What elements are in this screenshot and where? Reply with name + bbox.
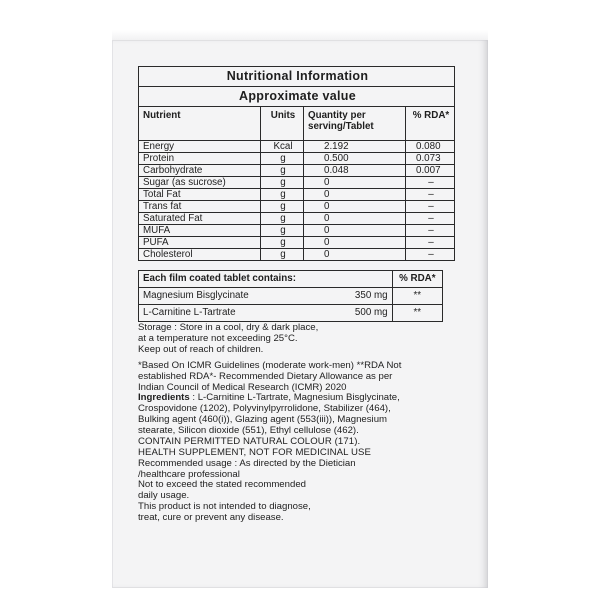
nutrient-rda: – [406,225,455,237]
tablet-header-row [139,271,443,288]
footnote-line: established RDA*- Recommended Dietary Allowance as per [138,371,393,382]
dosage-line: daily usage. [138,490,190,501]
ingredient-rda: ** [392,288,442,305]
nutrient-rda: – [406,249,455,261]
dosage-warning [138,479,468,501]
ingredients-text [138,392,468,436]
nutrient-units: g [261,177,304,189]
nutrient-rda: 0.080 [406,141,455,153]
nutrient-rda: – [406,213,455,225]
dosage-line: Not to exceed the stated recommended [138,479,306,490]
nutrient-units: Kcal [261,141,304,153]
nutrient-rda: 0.007 [406,165,455,177]
nutrient-rda: 0.073 [406,153,455,165]
nutrition-subtitle: Approximate value [139,87,455,107]
nutrient-quantity: 0.048 [304,165,406,177]
table-row [139,288,443,305]
storage-line: Keep out of reach of children. [138,344,264,355]
nutrient-units: g [261,153,304,165]
ingredients-line: Crospovidone (1202), Polyvinylpyrrolidone, Stabilizer (464), [138,403,391,414]
table-row [139,249,455,261]
usage-line: Recommended usage : As directed by the Dietician [138,458,356,469]
tablet-header: Each film coated tablet contains: [139,271,393,288]
table-row [139,177,455,189]
disclaimer-line: treat, cure or prevent any disease. [138,512,284,523]
footnote-text [138,360,468,393]
storage-line: at a temperature not exceeding 25°C. [138,333,298,344]
table-row [139,201,455,213]
ingredient-amount: 500 mg [325,305,392,322]
nutrient-rda: – [406,237,455,249]
ingredients-line: Bulking agent (460(i)), Glazing agent (553(iii)), Magnesium [138,414,388,425]
header-nutrient: Nutrient [139,107,261,141]
ingredient-amount: 350 mg [325,288,392,305]
nutrient-quantity: 0.500 [304,153,406,165]
table-row [139,237,455,249]
table-row [139,189,455,201]
usage-text [138,458,468,480]
nutrient-name: MUFA [139,225,261,237]
usage-line: /healthcare professional [138,469,240,480]
nutrition-title: Nutritional Information [139,67,455,87]
ingredient-name: Magnesium Bisglycinate [139,288,325,305]
nutrient-name: Saturated Fat [139,213,261,225]
nutrient-name: PUFA [139,237,261,249]
nutrient-quantity: 0 [304,201,406,213]
nutrient-units: g [261,189,304,201]
nutrient-units: g [261,237,304,249]
nutrient-units: g [261,165,304,177]
disclaimer-line: This product is not intended to diagnose, [138,501,311,512]
footnote-line: Indian Council of Medical Research (ICMR) 2020 [138,382,347,393]
table-row [139,153,455,165]
header-rda: % RDA* [406,107,455,141]
nutrient-quantity: 0 [304,213,406,225]
header-quantity: Quantity per serving/Tablet [304,107,406,141]
nutrient-name: Energy [139,141,261,153]
ingredients-line: : L-Carnitine L-Tartrate, Magnesium Bisglycinate, [189,392,400,403]
nutrient-name: Cholesterol [139,249,261,261]
ingredients-label: Ingredients [138,392,190,403]
nutrient-units: g [261,225,304,237]
ingredient-rda: ** [392,305,442,322]
nutrient-name: Trans fat [139,201,261,213]
tablet-composition-table [138,270,443,322]
nutrient-name: Sugar (as sucrose) [139,177,261,189]
nutrient-quantity: 0 [304,189,406,201]
colour-note: CONTAIN PERMITTED NATURAL COLOUR (171). [138,436,361,447]
nutrition-table [138,66,455,261]
footnote-line: *Based On ICMR Guidelines (moderate work-men) **RDA Not [138,360,402,371]
nutrient-rda: – [406,189,455,201]
table-row [139,141,455,153]
ingredient-name: L-Carnitine L-Tartrate [139,305,325,322]
tablet-rda-header: % RDA* [392,271,442,288]
nutrient-units: g [261,249,304,261]
header-units: Units [261,107,304,141]
nutrient-rda: – [406,177,455,189]
table-row [139,225,455,237]
table-row [139,165,455,177]
ingredients-line: stearate, Silicon dioxide (551), Ethyl cellulose (462). [138,425,359,436]
disclaimer-text [138,501,468,523]
storage-line: Storage : Store in a cool, dry & dark place, [138,322,319,333]
nutrient-name: Carbohydrate [139,165,261,177]
nutrition-header-row [139,107,455,141]
health-note: HEALTH SUPPLEMENT, NOT FOR MEDICINAL USE [138,447,372,458]
nutrient-quantity: 0 [304,249,406,261]
nutrient-name: Total Fat [139,189,261,201]
storage-text [138,322,468,355]
nutrient-name: Protein [139,153,261,165]
nutrient-units: g [261,201,304,213]
nutrient-quantity: 0 [304,225,406,237]
nutrient-rda: – [406,201,455,213]
table-row [139,213,455,225]
nutrient-quantity: 0 [304,177,406,189]
nutrient-quantity: 0 [304,237,406,249]
table-row [139,305,443,322]
nutrient-units: g [261,213,304,225]
nutrient-quantity: 2.192 [304,141,406,153]
